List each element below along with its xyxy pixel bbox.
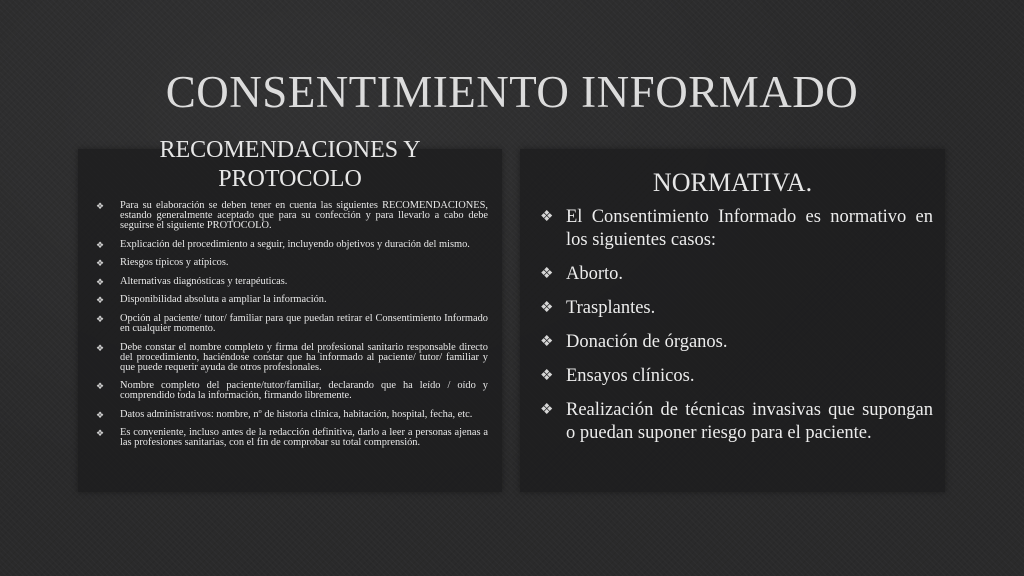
- list-item-text: Disponibilidad absoluta a ampliar la información.: [120, 294, 327, 306]
- diamond-bullet-icon: ❖: [540, 209, 554, 225]
- list-item: [540, 206, 933, 252]
- list-item: [96, 410, 488, 420]
- list-item: [96, 314, 488, 334]
- list-item: [540, 399, 933, 445]
- recommendations-heading-line2: PROTOCOLO: [218, 166, 362, 192]
- list-item: [540, 263, 933, 286]
- list-item-text: Donación de órganos.: [566, 332, 728, 352]
- diamond-bullet-icon: ❖: [540, 334, 554, 350]
- diamond-bullet-icon: ❖: [96, 381, 105, 392]
- list-item: [96, 428, 488, 448]
- diamond-bullet-icon: ❖: [540, 368, 554, 384]
- list-item-text: Aborto.: [566, 264, 624, 284]
- list-item-text: Realización de técnicas invasivas que supongan o puedan suponer riesgo para el paciente.: [566, 400, 933, 443]
- list-item: [96, 381, 488, 401]
- list-item-text: Riesgos típicos y atípicos.: [120, 257, 229, 269]
- list-item-text: Opción al paciente/ tutor/ familiar para que puedan retirar el Consentimiento Informado en cualquier momento.: [120, 312, 488, 334]
- list-item: [96, 343, 488, 373]
- list-item-text: Nombre completo del paciente/tutor/familiar, declarando que ha leído / oído y comprendido toda la información, firmando libremente.: [120, 380, 488, 402]
- diamond-bullet-icon: ❖: [540, 402, 554, 418]
- list-item: [96, 201, 488, 231]
- diamond-bullet-icon: ❖: [96, 201, 105, 211]
- list-item: [96, 295, 488, 305]
- recommendations-list: [96, 201, 488, 457]
- list-item-text: Para su elaboración se deben tener en cuenta las siguientes RECOMENDACIONES, estando generalmente aceptado que para su confección y para llevarlo a cabo debe seguirse el siguiente PROTOCOLO.: [120, 200, 488, 231]
- diamond-bullet-icon: ❖: [96, 295, 105, 306]
- list-item-text: Debe constar el nombre completo y firma del profesional sanitario responsable directo del procedimiento, haciéndose constar que ha informado al paciente/ tutor/ familiar y que puede requerir ayuda de otros profesionales.: [120, 341, 488, 373]
- list-item-text: El Consentimiento Informado es normativo en los siguientes casos:: [566, 207, 933, 250]
- diamond-bullet-icon: ❖: [96, 313, 105, 324]
- regulations-list: [540, 206, 933, 456]
- list-item-text: Datos administrativos: nombre, nº de historia clínica, habitación, hospital, fecha, etc.: [120, 408, 473, 420]
- list-item: [96, 258, 488, 268]
- recommendations-heading: [78, 136, 502, 194]
- diamond-bullet-icon: ❖: [96, 276, 105, 287]
- list-item: [96, 240, 488, 250]
- diamond-bullet-icon: ❖: [540, 266, 554, 282]
- list-item: [540, 331, 933, 354]
- recommendations-heading-line1: RECOMENDACIONES Y: [159, 137, 421, 163]
- list-item-text: Ensayos clínicos.: [566, 366, 695, 386]
- diamond-bullet-icon: ❖: [96, 342, 105, 353]
- slide-title: CONSENTIMIENTO INFORMADO: [165, 67, 859, 117]
- list-item: [540, 297, 933, 320]
- list-item-text: Alternativas diagnósticas y terapéuticas.: [120, 275, 288, 287]
- list-item: [540, 365, 933, 388]
- list-item: [96, 277, 488, 287]
- diamond-bullet-icon: ❖: [96, 239, 105, 250]
- diamond-bullet-icon: ❖: [540, 300, 554, 316]
- list-item-text: Trasplantes.: [566, 298, 656, 318]
- diamond-bullet-icon: ❖: [96, 409, 105, 420]
- diamond-bullet-icon: ❖: [96, 428, 105, 439]
- regulations-heading: NORMATIVA.: [652, 168, 813, 197]
- list-item-text: Explicación del procedimiento a seguir, incluyendo objetivos y duración del mismo.: [120, 238, 470, 250]
- list-item-text: Es conveniente, incluso antes de la redacción definitiva, darlo a leer a personas ajenas a las profesiones sanitarias, con el fin de comprobar su total comprensión.: [120, 427, 488, 449]
- diamond-bullet-icon: ❖: [96, 258, 105, 269]
